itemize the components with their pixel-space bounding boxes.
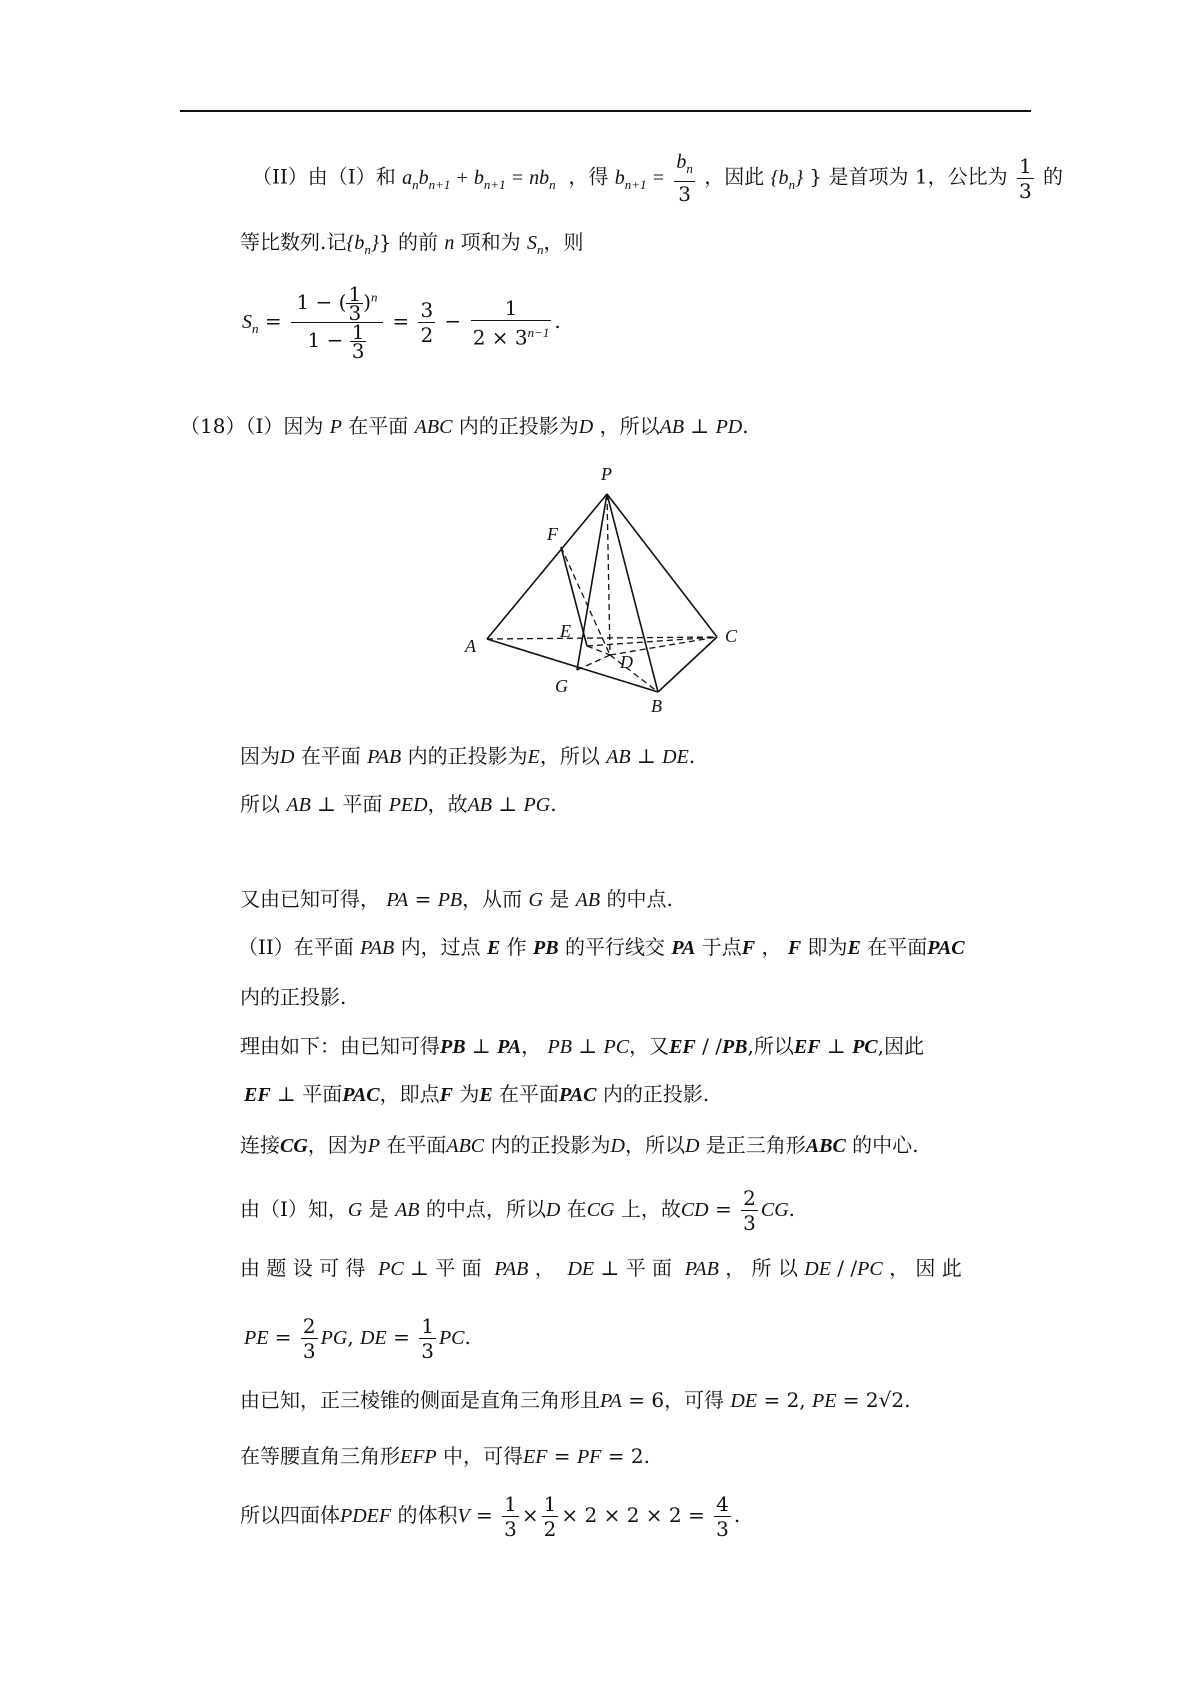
text-line: 在等腰直角三角形EFP 中，可得EF = PF = 2. xyxy=(240,1444,650,1468)
text-line: EF ⊥ 平面PAC，即点F 为E 在平面PAC 内的正投影. xyxy=(244,1082,710,1106)
text-line: （18）（I）因为 P 在平面 ABC 内的正投影为D ，所以AB ⊥ PD. xyxy=(180,414,749,438)
text-line: 等比数列.记$\{b_n\}$} 的前 n 项和为 $S_n$，则 xyxy=(240,230,584,257)
edge-BC xyxy=(658,637,717,692)
sn-formula: $S_n$ = 1 − ( $\frac{1}{3}$ )$^n$ 1 − $\frac{1}{3}$ = $\frac{3}{2}$ − $\frac{1}{2 \times 3^{n-1}}$ . xyxy=(242,282,561,363)
label-D: D xyxy=(620,652,633,672)
label-G: G xyxy=(555,676,568,696)
header-rule xyxy=(180,110,1031,112)
text-line: 内的正投影. xyxy=(240,985,347,1009)
edge-PD xyxy=(607,494,610,655)
label-A: A xyxy=(465,636,476,656)
edge-EC xyxy=(587,637,717,646)
label-C: C xyxy=(725,626,738,646)
text-line: 又由已知可得， PA = PB，从而 G 是 AB 的中点. xyxy=(240,887,673,911)
edge-PC xyxy=(607,494,717,637)
text-line: 因为D 在平面 PAB 内的正投影为E，所以 AB ⊥ DE. xyxy=(240,744,696,768)
edge-GD xyxy=(577,655,610,670)
text-line: 由（I）知，G 是 AB 的中点，所以D 在CG 上，故CD = $\frac{2}{3}$ CG. xyxy=(240,1186,796,1235)
text-line: 由 题 设 可 得 PC ⊥ 平 面 PAB ， DE ⊥ 平 面 PAB ， 所 以 DE / /PC ， 因 此 xyxy=(240,1256,962,1280)
pyramid-figure xyxy=(455,462,755,717)
edge-DB xyxy=(610,655,658,692)
label-B: B xyxy=(651,696,662,716)
text-line: 理由如下：由已知可得PB ⊥ PA， PB ⊥ PC，又EF / /PB,所以EF ⊥ PC,因此 xyxy=(240,1034,925,1058)
text-line: 连接CG，因为P 在平面ABC 内的正投影为D，所以D 是正三角形ABC 的中心. xyxy=(240,1133,919,1157)
text-line: PE = $\frac{2}{3}$ PG, DE = $\frac{1}{3}$ PC. xyxy=(244,1314,471,1363)
edge-PA xyxy=(487,494,607,639)
text-line: （II）由（I）和 $a_nb_{n+1} + b_{n+1} = nb_n$ ，得 $b_{n+1}$ = $\frac{b_n}{3}$ ，因此 $\{b_n\}$ } 是首项为 1，公比为 $\frac{1}{3}$ 的 xyxy=(252,151,1064,206)
edge-PG xyxy=(577,494,607,670)
text-line: 由已知，正三棱锥的侧面是直角三角形且PA = 6，可得 DE = 2, PE = 2√2. xyxy=(240,1388,911,1412)
label-F: F xyxy=(547,524,558,544)
label-P: P xyxy=(601,464,612,484)
text-line: 所以四面体PDEF 的体积V = $\frac{1}{3}$ × $\frac{1}{2}$ × 2 × 2 × 2 = $\frac{4}{3}$ . xyxy=(240,1492,741,1541)
text-line: 所以 AB ⊥ 平面 PED，故AB ⊥ PG. xyxy=(240,792,557,816)
text-line: （II）在平面 PAB 内，过点 E 作 PB 的平行线交 PA 于点F ， F 即为E 在平面PAC xyxy=(238,935,965,959)
label-E: E xyxy=(560,621,571,641)
